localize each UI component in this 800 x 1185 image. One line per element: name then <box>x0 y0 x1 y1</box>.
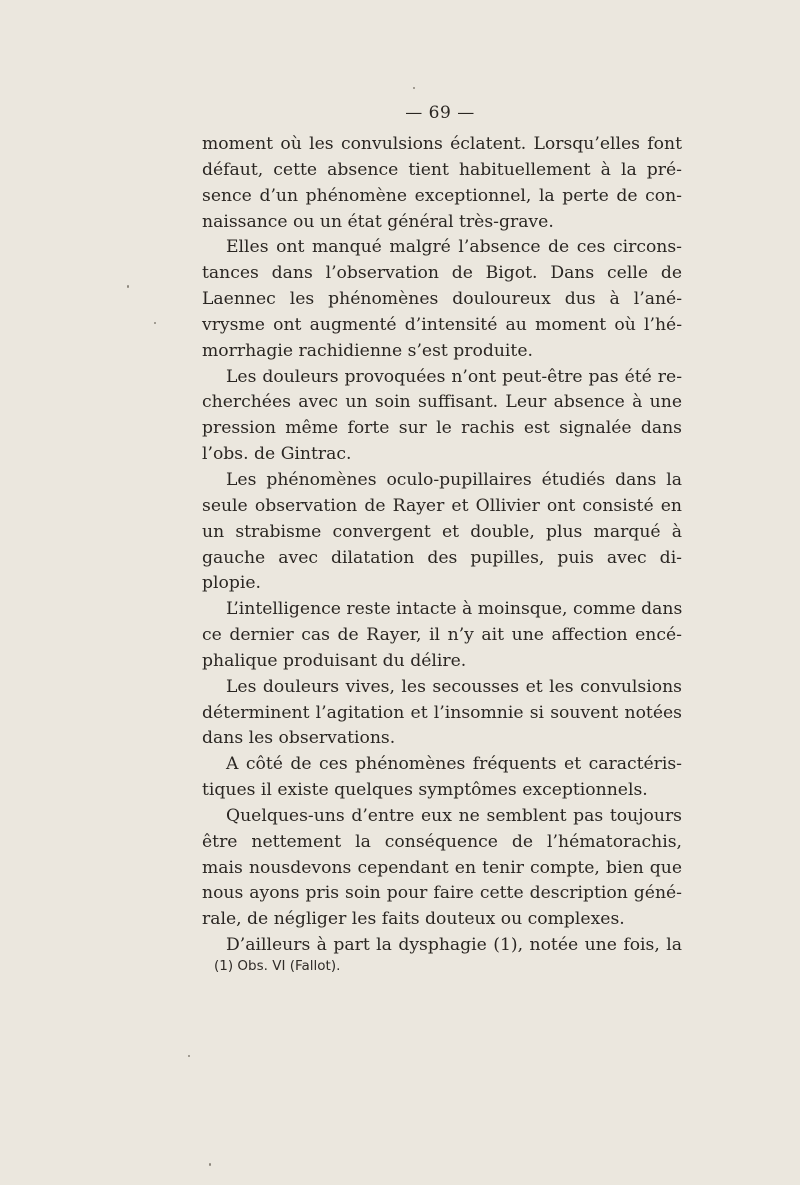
paper-speck <box>188 1055 190 1057</box>
text-line-17: gauche avec dilatation des pupilles, puis avec di- <box>202 547 682 568</box>
text-line-20: ce dernier cas de Rayer, il n’y ait une affection encé- <box>202 625 682 646</box>
text-line-12: pression même forte sur le rachis est signalée dans <box>202 418 682 439</box>
text-line-21: phalique produisant du délire. <box>202 650 467 671</box>
text-line-9: morrhagie rachidienne s’est produite. <box>202 340 533 361</box>
text-line-22: Les douleurs vives, les secousses et les convulsions <box>226 676 682 697</box>
text-line-30: nous ayons pris soin pour faire cette description géné- <box>202 883 682 904</box>
paper-speck <box>127 285 129 288</box>
text-line-7: Laennec les phénomènes douloureux dus à l’ané- <box>202 289 682 310</box>
text-line-14: Les phénomènes oculo-pupillaires étudiés dans la <box>226 469 682 490</box>
text-line-25: A côté de ces phénomènes fréquents et caractéris- <box>226 754 682 775</box>
text-line-11: cherchées avec un soin suffisant. Leur absence à une <box>202 392 682 413</box>
text-line-27: Quelques-uns d’entre eux ne semblent pas toujours <box>226 805 682 826</box>
text-line-16: un strabisme convergent et double, plus marqué à <box>202 521 682 542</box>
text-line-28: être nettement la conséquence de l’hématorachis, <box>202 831 682 852</box>
text-line-3: sence d’un phénomène exceptionnel, la perte de con- <box>202 185 682 206</box>
text-line-8: vrysme ont augmenté d’intensité au moment où l’hé- <box>202 314 682 335</box>
text-line-31: rale, de négliger les faits douteux ou complexes. <box>202 909 625 930</box>
text-line-23: déterminent l’agitation et l’insomnie si souvent notées <box>202 702 682 723</box>
paper-speck <box>413 87 415 89</box>
text-line-32: D’ailleurs à part la dysphagie (1), notée une fois, la <box>226 935 682 956</box>
text-line-18: plopie. <box>202 573 261 594</box>
text-line-6: tances dans l’observation de Bigot. Dans celle de <box>202 263 682 284</box>
text-line-2: défaut, cette absence tient habituellement à la pré- <box>202 159 682 180</box>
text-line-19: L’intelligence reste intacte à moinsque, comme dans <box>226 599 683 620</box>
paper-speck <box>209 1163 211 1166</box>
text-line-13: l’obs. de Gintrac. <box>202 444 352 465</box>
text-line-4: naissance ou un état général très-grave. <box>202 211 554 232</box>
text-line-15: seule observation de Rayer et Ollivier ont consisté en <box>202 495 682 516</box>
footnote: (1) Obs. VI (Fallot). <box>214 958 341 974</box>
paper-speck <box>154 322 156 324</box>
text-line-29: mais nousdevons cependant en tenir compte, bien que <box>202 857 682 878</box>
text-line-10: Les douleurs provoquées n’ont peut-être pas été re- <box>226 366 682 387</box>
text-line-26: tiques il existe quelques symptômes exceptionnels. <box>202 780 648 801</box>
page-number: — 69 — <box>405 103 475 123</box>
text-line-5: Elles ont manqué malgré l’absence de ces circons- <box>226 237 682 258</box>
text-line-1: moment où les convulsions éclatent. Lorsqu’elles font <box>202 134 682 154</box>
body-text <box>202 132 682 959</box>
text-line-24: dans les observations. <box>202 728 396 749</box>
